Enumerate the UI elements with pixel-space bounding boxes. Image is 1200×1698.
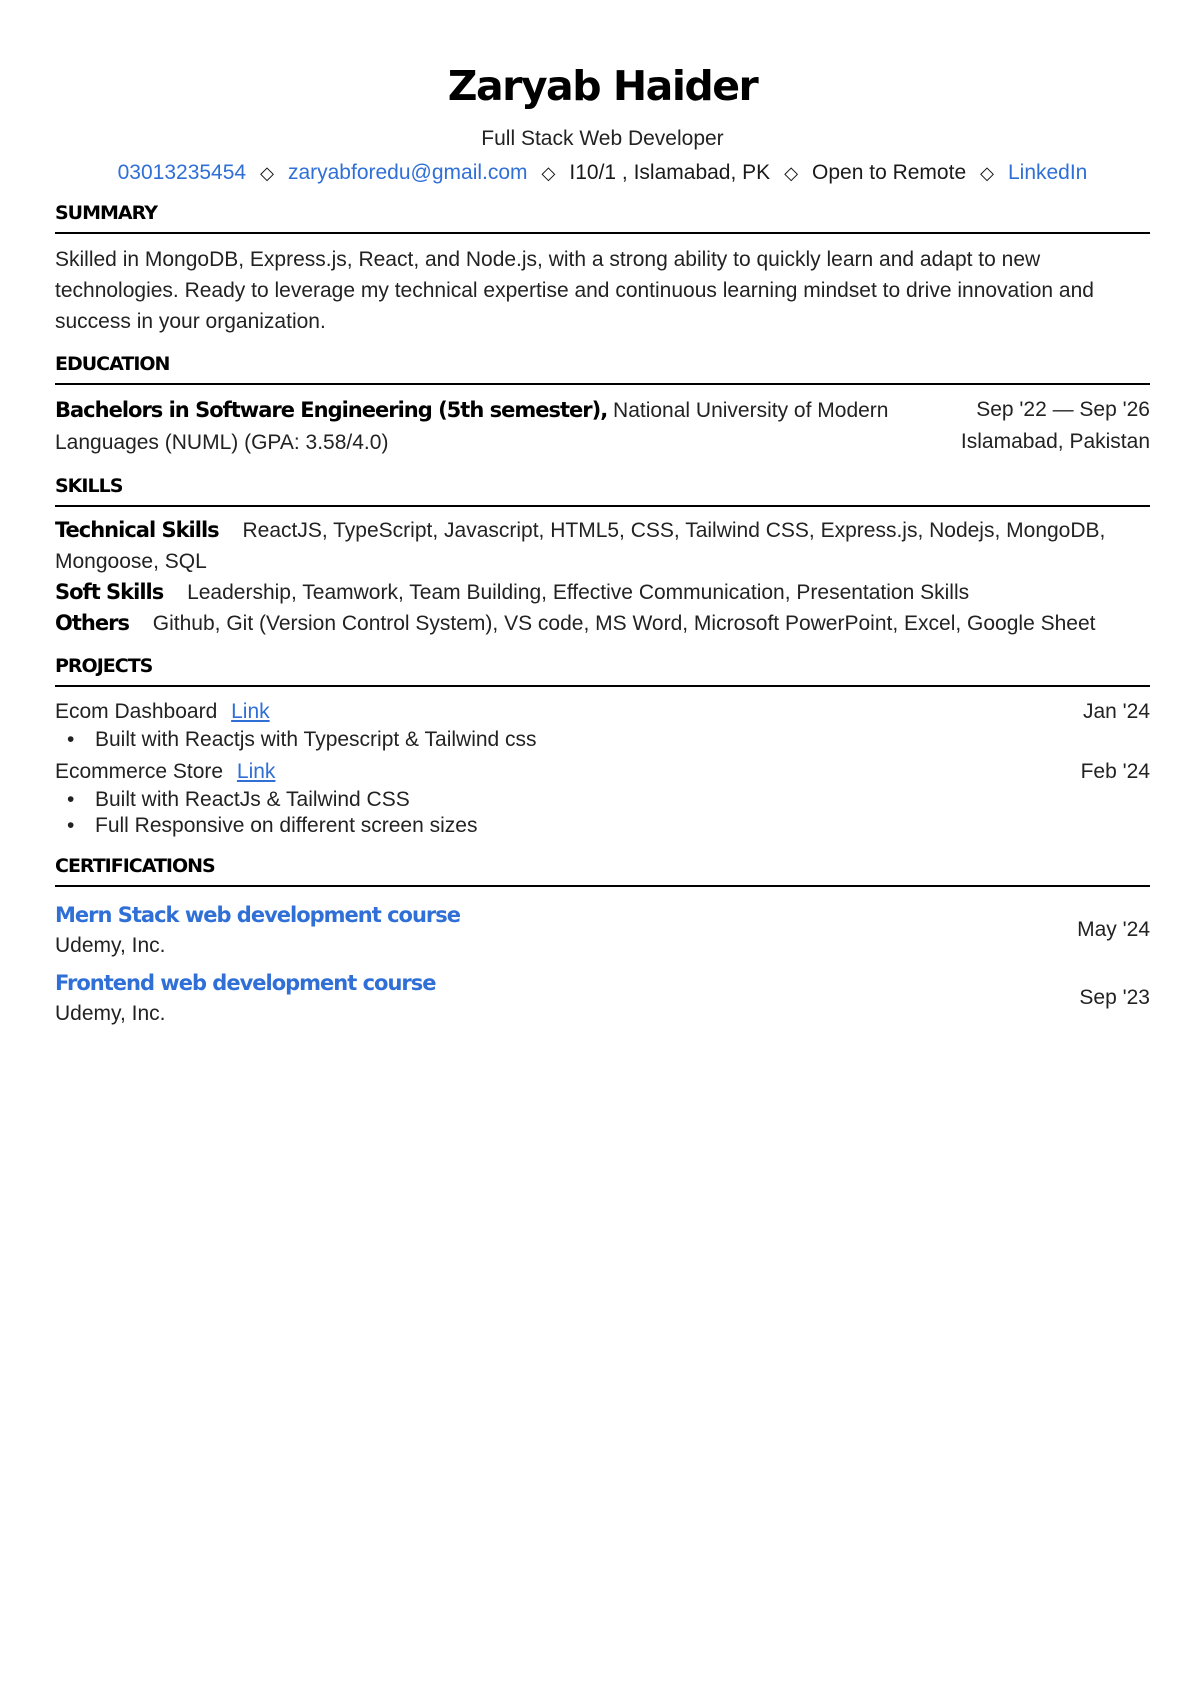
project-bullets	[55, 727, 1150, 753]
summary-section	[55, 200, 1150, 337]
project-link[interactable]: Link	[236, 760, 276, 783]
project-name: Ecom Dashboard	[55, 700, 218, 723]
project-date: Feb '24	[1080, 760, 1150, 783]
separator-icon: ◇	[980, 163, 994, 183]
project-entry	[55, 757, 1150, 839]
project-date: Jan '24	[1082, 700, 1150, 723]
linkedin-link[interactable]: LinkedIn	[1007, 161, 1088, 184]
section-heading: EDUCATION	[55, 353, 170, 375]
projects-section	[55, 653, 1150, 839]
remote-text: Open to Remote	[812, 161, 967, 184]
skill-label: Technical Skills	[55, 518, 219, 542]
summary-text: Skilled in MongoDB, Express.js, React, and Node.js, with a strong ability to quickly learn and adapt to new technologies. Ready to leverage my technical expertise and continuous learning mindset to drive innovation and success in your organization.	[55, 248, 1094, 333]
section-divider	[55, 383, 1150, 385]
section-heading: SKILLS	[55, 475, 123, 497]
education-dates: Sep '22 — Sep '26	[976, 398, 1150, 421]
separator-icon: ◇	[541, 163, 556, 183]
skill-label: Soft Skills	[55, 580, 164, 604]
degree-title: Bachelors in Software Engineering (5th semester),	[55, 398, 608, 422]
project-name: Ecommerce Store	[55, 760, 224, 783]
skill-label: Others	[55, 611, 129, 635]
certification-entry	[55, 967, 1150, 1029]
section-heading: CERTIFICATIONS	[55, 855, 215, 877]
skill-row	[55, 608, 1150, 639]
education-place: Islamabad, Pakistan	[960, 430, 1150, 453]
location-text: I10/1 , Islamabad, PK	[569, 161, 771, 184]
certification-org: Udemy, Inc.	[55, 1002, 166, 1025]
projects-list	[55, 697, 1150, 839]
section-heading: PROJECTS	[55, 655, 153, 677]
section-heading: SUMMARY	[55, 202, 157, 224]
certification-org: Udemy, Inc.	[55, 934, 166, 957]
institution-name: National University of Modern Languages (NUML) (GPA: 3.58/4.0)	[55, 399, 889, 454]
separator-icon: ◇	[260, 163, 274, 183]
candidate-name: Zaryab Haider	[447, 62, 758, 110]
skill-row	[55, 515, 1150, 577]
certification-title[interactable]: Frontend web development course	[55, 971, 436, 995]
resume-page	[55, 0, 1150, 1035]
certification-date: May '24	[1077, 918, 1150, 941]
skill-row	[55, 577, 1150, 608]
project-bullets	[55, 787, 1150, 839]
skill-value: Github, Git (Version Control System), VS code, MS Word, Microsoft PowerPoint, Excel, Google Sheet	[152, 612, 1096, 635]
certifications-section	[55, 853, 1150, 1029]
list-item: • Built with Reactjs with Typescript & Tailwind css	[67, 728, 537, 751]
certification-date: Sep '23	[1079, 986, 1150, 1009]
skill-value: ReactJS, TypeScript, Javascript, HTML5, CSS, Tailwind CSS, Express.js, Nodejs, MongoDB, Mongoose, SQL	[55, 519, 1106, 573]
education-section	[55, 351, 1150, 459]
contact-bar	[55, 160, 1150, 186]
section-divider	[55, 505, 1150, 507]
list-item: • Full Responsive on different screen sizes	[67, 814, 478, 837]
certification-title[interactable]: Mern Stack web development course	[55, 903, 461, 927]
job-title: Full Stack Web Developer	[481, 127, 724, 150]
email-link[interactable]: zaryabforedu@gmail.com	[287, 161, 528, 184]
certifications-list	[55, 899, 1150, 1029]
skill-value: Leadership, Teamwork, Team Building, Effective Communication, Presentation Skills	[187, 581, 970, 604]
education-entry	[55, 394, 1150, 459]
skills-section	[55, 473, 1150, 639]
project-link[interactable]: Link	[231, 700, 270, 723]
list-item: • Built with ReactJs & Tailwind CSS	[67, 788, 410, 811]
separator-icon: ◇	[784, 163, 799, 183]
section-divider	[55, 685, 1150, 687]
skills-list	[55, 515, 1150, 639]
section-divider	[55, 232, 1150, 234]
phone-link[interactable]: 03013235454	[117, 161, 247, 184]
section-divider	[55, 885, 1150, 887]
project-entry	[55, 697, 1150, 753]
certification-entry	[55, 899, 1150, 961]
